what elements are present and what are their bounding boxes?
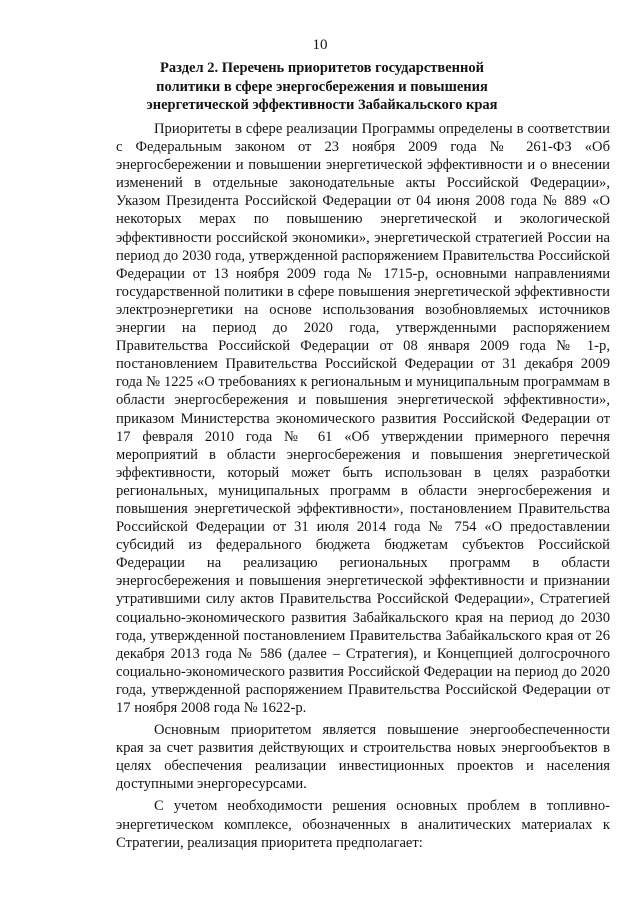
paragraph-main-priority: Основным приоритетом является повышение энергообеспеченности края за счет развития действующих и строительства новых энергообъектов в целях обеспечения реализации инвестиционных проектов и населения доступными энергоресурсами. bbox=[116, 722, 610, 793]
paragraph-implementation: С учетом необходимости решения основных проблем в топливно-энергетическом комплексе, обозначенных в аналитических материалах к Стратегии, реализация приоритета предполагает: bbox=[116, 798, 610, 851]
page-number: 10 bbox=[312, 37, 328, 53]
paragraph-priorities-basis: Приоритеты в сфере реализации Программы определены в соответствии с Федеральным законом от 23 ноября 2009 года № 261-ФЗ «Об энергосбережении и повышении энергетической эффективности и о внесении изменений в отдельные законодательные акты Российской Федерации», Указом Президента Российской Федерации от 04 июня 2008 года № 889 «О некоторых мерах по повышению энергетической и экологической эффективности российской экономики», энергетической стратегией России на период до 2030 года, утвержденной распоряжением Правительства Российской Федерации от 13 ноября 2009 года № 1715-р, основными направлениями государственной политики в сфере повышения энергетической эффективности электроэнергетики на основе использования возобновляемых источников энергии на период до 2020 года, утвержденными распоряжением Правительства Российской Федерации от 08 января 2009 года № 1-р, постановлением Правительства Российской Федерации от 31 декабря 2009 года № 1225 «О требованиях к региональным и муниципальным программам в области энергосбережения и повышения энергетической эффективности», приказом Министерства экономического развития Российской Федерации от 17 февраля 2010 года № 61 «Об утверждении примерного перечня мероприятий в области энергосбережения и повышения энергетической эффективности, который может быть использован в целях разработки региональных, муниципальных программ в области энергосбережения и повышения энергетической эффективности», постановлением Правительства Российской Федерации от 31 июля 2014 года № 754 «О предоставлении субсидий из федерального бюджета бюджетам субъектов Российской Федерации на реализацию региональных программ в области энергосбережения и повышения энергетической эффективности и признании утратившими силу актов Правительства Российской Федерации», Стратегией социально-экономического развития Забайкальского края на период до 2030 года, утвержденной постановлением Правительства Забайкальского края от 26 декабря 2013 года № 586 (далее – Стратегия), и Концепцией долгосрочного социально-экономического развития Российской Федерации на период до 2020 года, утвержденной распоряжением Правительства Российской Федерации от 17 ноября 2008 года № 1622-р. bbox=[116, 121, 610, 716]
section-heading: Раздел 2. Перечень приоритетов государственной политики в сфере энергосбережения и повышения энергетической эффективности Забайкальского края bbox=[146, 60, 498, 113]
body-text bbox=[116, 120, 610, 856]
